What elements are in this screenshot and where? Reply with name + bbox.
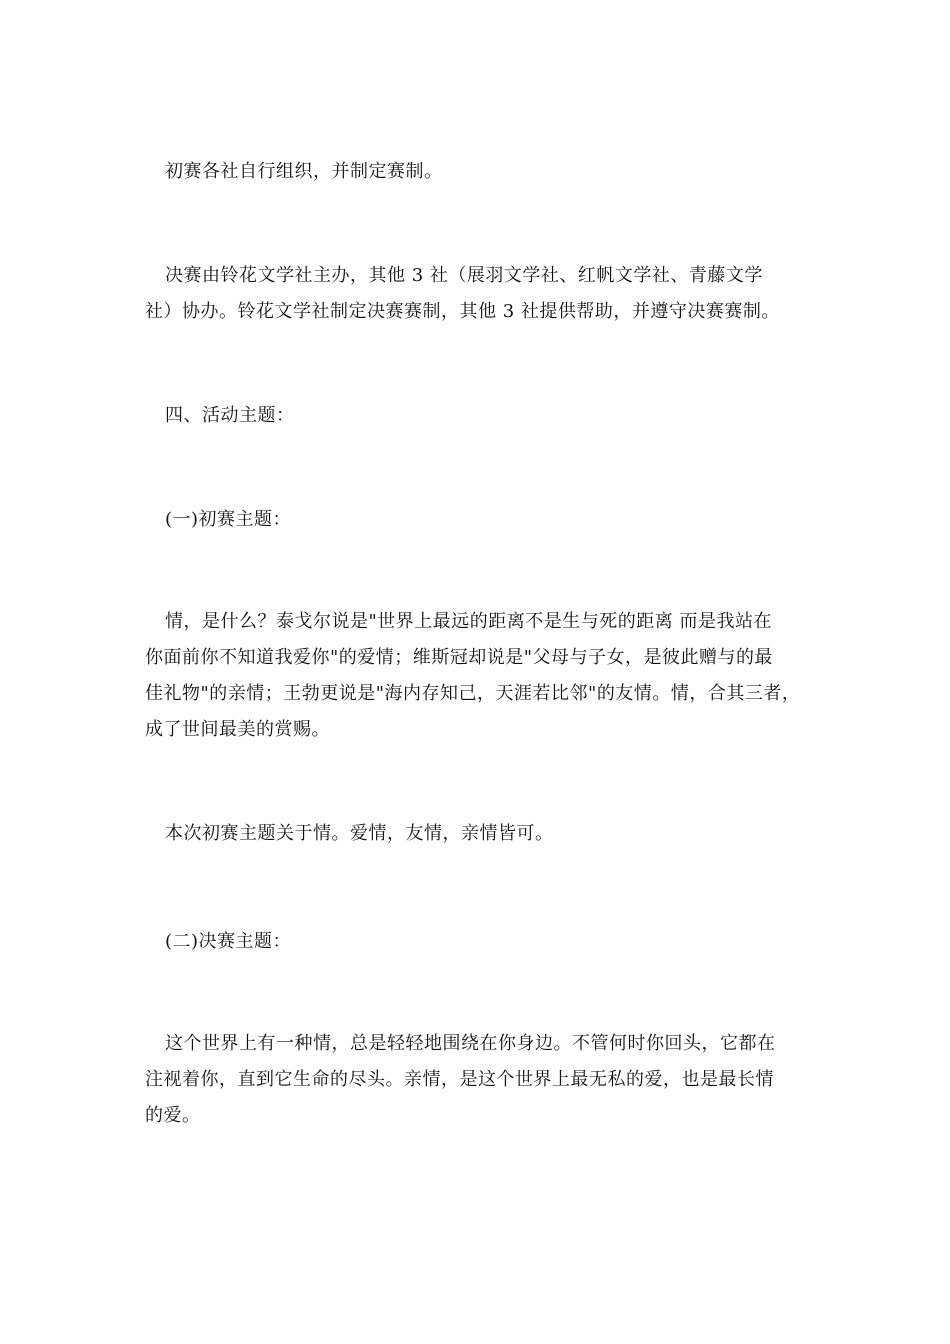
- text-line: 四、活动主题：: [165, 405, 295, 426]
- paragraph-family-love: [145, 1026, 835, 1134]
- text-line: 本次初赛主题关于情。爱情，友情，亲情皆可。: [165, 823, 554, 844]
- text-line: 初赛各社自行组织，并制定赛制。: [165, 161, 443, 182]
- paragraph-preliminary-theme-scope: [145, 816, 835, 852]
- text-line: 决赛由铃花文学社主办，其他 3 社（展羽文学社、红帆文学社、青藤文学: [165, 265, 763, 286]
- subheading-final-theme: [145, 924, 835, 960]
- text-line: 这个世界上有一种情，总是轻轻地围绕在你身边。不管何时你回头，它都在: [165, 1033, 776, 1054]
- paragraph-what-is-love: [145, 604, 835, 748]
- section-heading-activity-theme: [145, 398, 835, 434]
- text-line: 成了世间最美的赏赐。: [145, 719, 330, 740]
- text-line: 的爱。: [145, 1105, 201, 1126]
- text-line: 注视着你，直到它生命的尽头。亲情，是这个世界上最无私的爱，也是最长情: [145, 1069, 774, 1090]
- text-line: 佳礼物"的亲情；王勃更说是"海内存知己，天涯若比邻"的友情。情，合其三者，: [145, 683, 801, 704]
- paragraph-final-organization: [145, 258, 835, 330]
- subheading-preliminary-theme: [145, 502, 835, 538]
- text-line: 你面前你不知道我爱你"的爱情；维斯冠却说是"父母与子女，是彼此赠与的最: [145, 647, 774, 668]
- text-line: 社）协办。铃花文学社制定决赛赛制，其他 3 社提供帮助，并遵守决赛赛制。: [145, 301, 780, 322]
- text-line: 情，是什么？泰戈尔说是"世界上最远的距离不是生与死的距离 而是我站在: [165, 611, 772, 632]
- paragraph-preliminary-organization: [145, 154, 835, 190]
- text-line: (二)决赛主题：: [165, 931, 292, 952]
- text-line: (一)初赛主题：: [165, 509, 292, 530]
